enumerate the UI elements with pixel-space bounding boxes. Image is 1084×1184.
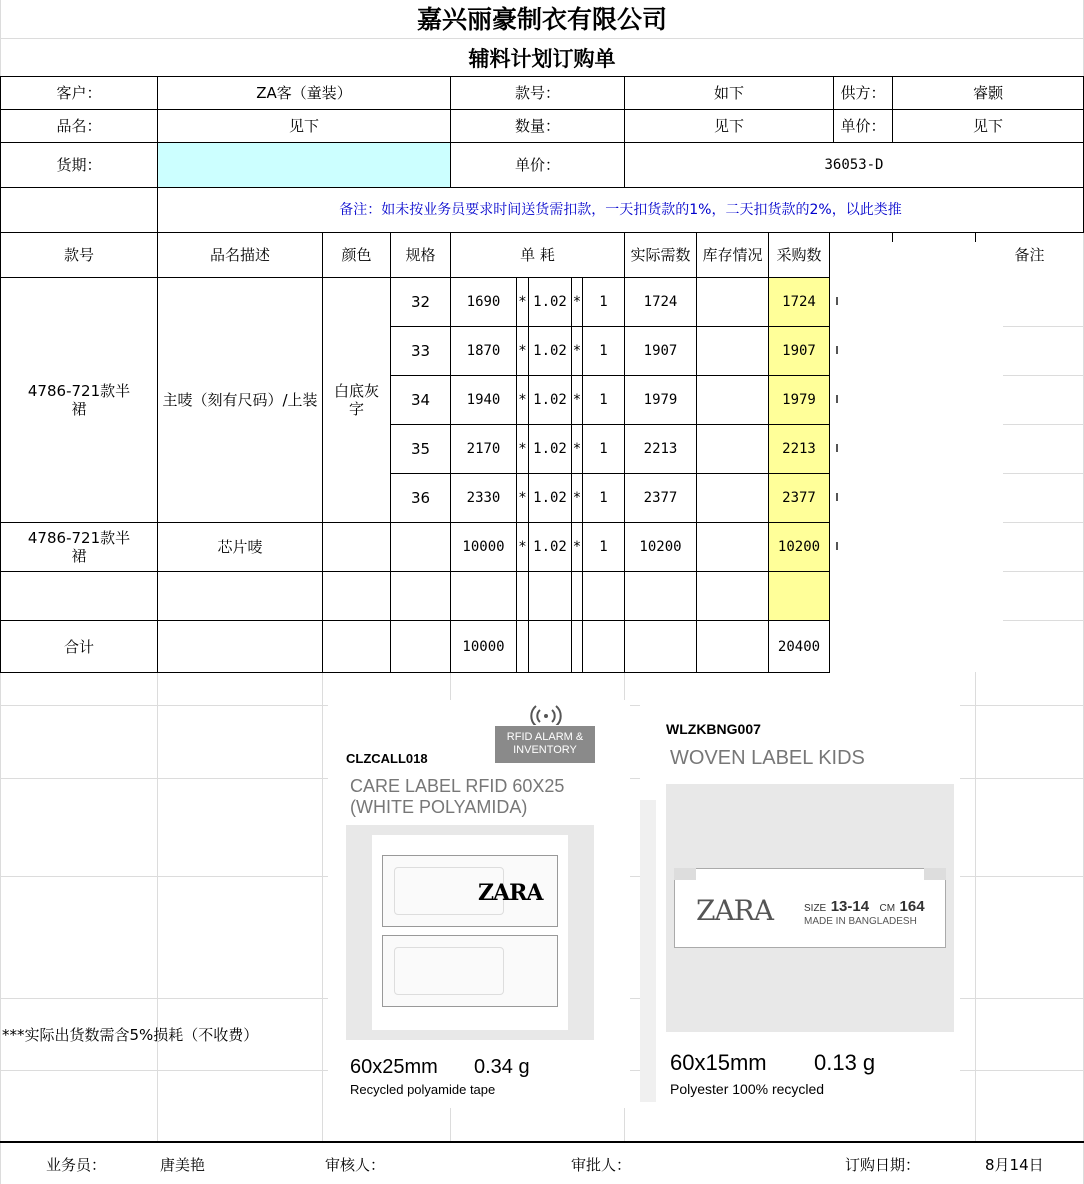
date-label: 订购日期： — [845, 1156, 921, 1174]
row-base: 1940 — [450, 375, 517, 425]
cell-marker — [836, 395, 838, 403]
row6-op2: * — [571, 522, 583, 572]
reviewer-label: 审核人： — [325, 1156, 386, 1174]
empty-cell — [322, 571, 391, 621]
remark-blank — [0, 187, 158, 233]
unit-price2-label: 单价： — [450, 142, 625, 188]
empty-cell — [0, 571, 158, 621]
empty-cell — [696, 571, 769, 621]
row6-actual: 10200 — [624, 522, 697, 572]
style-value: 如下 — [624, 76, 834, 110]
row-mult: 1 — [582, 375, 625, 425]
row-op1: * — [516, 326, 529, 376]
row-mult: 1 — [582, 326, 625, 376]
row-actual: 1979 — [624, 375, 697, 425]
cm-prefix: CM — [879, 903, 896, 914]
size-value: 13-14 — [830, 898, 870, 915]
made-in: MADE IN BANGLADESH — [804, 916, 917, 927]
row-factor: 1.02 — [528, 424, 572, 474]
empty-cell — [624, 620, 697, 673]
empty-cell — [582, 620, 625, 673]
col-size: 规格 — [390, 232, 451, 278]
card2-size: 60x15mm — [670, 1050, 767, 1075]
row-factor: 1.02 — [528, 375, 572, 425]
empty-cell — [582, 571, 625, 621]
empty-cell — [390, 620, 451, 673]
col-desc: 品名描述 — [157, 232, 323, 278]
empty-cell — [157, 571, 323, 621]
customer-value: ZA客（童装） — [157, 76, 451, 110]
row-op1: * — [516, 277, 529, 327]
row-op2: * — [571, 375, 583, 425]
col-remarks: 备注 — [1014, 246, 1045, 264]
woven-label-card — [640, 700, 960, 1108]
row-mult: 1 — [582, 473, 625, 523]
cm-value: 164 — [899, 898, 925, 915]
row-purchase: 2377 — [768, 473, 830, 523]
row-size: 35 — [390, 424, 451, 474]
row-mult: 1 — [582, 424, 625, 474]
cell-marker — [836, 346, 838, 354]
remark-note: 备注：如未按业务员要求时间送货需扣款，一天扣货款的1%，二天扣货款的2%，以此类推 — [157, 187, 1084, 233]
row-mult: 1 — [582, 277, 625, 327]
row-base: 1870 — [450, 326, 517, 376]
row-purchase: 1907 — [768, 326, 830, 376]
row6-desc: 芯片唛 — [157, 522, 323, 572]
card2-code: WLZKBNG007 — [666, 721, 761, 737]
row-size: 36 — [390, 473, 451, 523]
card2-material: Polyester 100% recycled — [670, 1081, 825, 1097]
delivery-label: 货期： — [0, 142, 158, 188]
delivery-value[interactable] — [157, 142, 451, 188]
supplier-label: 供方： — [833, 76, 893, 110]
row-op2: * — [571, 277, 583, 327]
card1-material: Recycled polyamide tape — [350, 1082, 496, 1097]
customer-label: 客户： — [0, 76, 158, 110]
row-op1: * — [516, 375, 529, 425]
empty-cell — [696, 620, 769, 673]
card2-brand: ZARA — [696, 894, 773, 927]
row-op2: * — [571, 326, 583, 376]
cell-marker — [836, 444, 838, 452]
row-actual: 1724 — [624, 277, 697, 327]
empty-cell — [768, 571, 830, 621]
card1-weight: 0.34 g — [474, 1056, 530, 1078]
row-purchase: 1724 — [768, 277, 830, 327]
row-stock — [696, 424, 769, 474]
col-purchase: 采购数 — [768, 232, 830, 278]
care-label-photo — [346, 825, 594, 1040]
date-value: 8月14日 — [985, 1156, 1044, 1174]
woven-label-photo — [666, 784, 954, 1032]
row-base: 2330 — [450, 473, 517, 523]
salesman-label: 业务员： — [46, 1156, 107, 1174]
row-base: 1690 — [450, 277, 517, 327]
qty-value: 见下 — [624, 109, 834, 143]
empty-cell — [528, 620, 572, 673]
unit-price-label: 单价： — [833, 109, 893, 143]
row-actual: 1907 — [624, 326, 697, 376]
empty-cell — [322, 620, 391, 673]
col-actual: 实际需数 — [624, 232, 697, 278]
empty-cell — [528, 571, 572, 621]
row-base: 2170 — [450, 424, 517, 474]
row-stock — [696, 326, 769, 376]
row-actual: 2377 — [624, 473, 697, 523]
size-prefix: SIZE — [804, 903, 827, 914]
row6-style: 4786-721款半裙 — [0, 522, 158, 572]
row6-purchase: 10200 — [768, 522, 830, 572]
row-size: 32 — [390, 277, 451, 327]
card1-code: CLZCALL018 — [346, 751, 428, 766]
cell-marker — [836, 493, 838, 501]
product-value: 见下 — [157, 109, 451, 143]
card2-title: WOVEN LABEL KIDS — [670, 747, 865, 769]
row6-factor: 1.02 — [528, 522, 572, 572]
empty-cell — [624, 571, 697, 621]
row-stock — [696, 375, 769, 425]
empty-cell — [157, 620, 323, 673]
unit-price-value: 见下 — [892, 109, 1084, 143]
company-title: 嘉兴丽豪制衣有限公司 — [416, 5, 667, 34]
col-style: 款号 — [0, 232, 158, 278]
row-op2: * — [571, 424, 583, 474]
card1-size: 60x25mm — [350, 1056, 438, 1078]
total-label: 合计 — [0, 620, 158, 673]
card1-brand: ZARA — [478, 880, 543, 906]
empty-cell — [390, 571, 451, 621]
empty-cell — [450, 571, 517, 621]
card2-weight: 0.13 g — [814, 1050, 876, 1075]
row6-mult: 1 — [582, 522, 625, 572]
style-label: 款号： — [450, 76, 625, 110]
unit-price2-value: 36053-D — [624, 142, 1084, 188]
col-color: 颜色 — [322, 232, 391, 278]
row6-op1: * — [516, 522, 529, 572]
group1-style: 4786-721款半裙 — [0, 277, 158, 523]
row-factor: 1.02 — [528, 326, 572, 376]
row-factor: 1.02 — [528, 277, 572, 327]
salesman-value: 唐美艳 — [160, 1156, 206, 1174]
product-label: 品名： — [0, 109, 158, 143]
row-stock — [696, 277, 769, 327]
approver-label: 审批人： — [571, 1156, 632, 1174]
row-op1: * — [516, 473, 529, 523]
card1-title: CARE LABEL RFID 60X25 (WHITE POLYAMIDA) — [350, 776, 565, 817]
row-size: 34 — [390, 375, 451, 425]
total-base: 10000 — [450, 620, 517, 673]
row6-stock — [696, 522, 769, 572]
footnote: ***实际出货数需含5%损耗（不收费） — [2, 1026, 259, 1044]
supplier-value: 睿颢 — [892, 76, 1084, 110]
group1-color: 白底灰字 — [322, 277, 391, 523]
row6-color — [322, 522, 391, 572]
row-purchase: 2213 — [768, 424, 830, 474]
total-purchase: 20400 — [768, 620, 830, 673]
cell-marker — [836, 297, 838, 305]
row6-base: 10000 — [450, 522, 517, 572]
group1-desc: 主唛（刻有尺码）/上装 — [157, 277, 323, 523]
col-stock: 库存情况 — [696, 232, 769, 278]
col-consumption: 单 耗 — [450, 232, 625, 278]
qty-label: 数量： — [450, 109, 625, 143]
row-op2: * — [571, 473, 583, 523]
row-size: 33 — [390, 326, 451, 376]
row6-size — [390, 522, 451, 572]
row-actual: 2213 — [624, 424, 697, 474]
rfid-signal-icon — [529, 703, 563, 725]
care-label-card — [328, 700, 630, 1108]
form-title: 辅料计划订购单 — [468, 46, 616, 71]
rfid-badge: RFID ALARM & INVENTORY — [495, 726, 595, 763]
cell-marker — [836, 542, 838, 550]
row-factor: 1.02 — [528, 473, 572, 523]
row-purchase: 1979 — [768, 375, 830, 425]
row-stock — [696, 473, 769, 523]
row-op1: * — [516, 424, 529, 474]
